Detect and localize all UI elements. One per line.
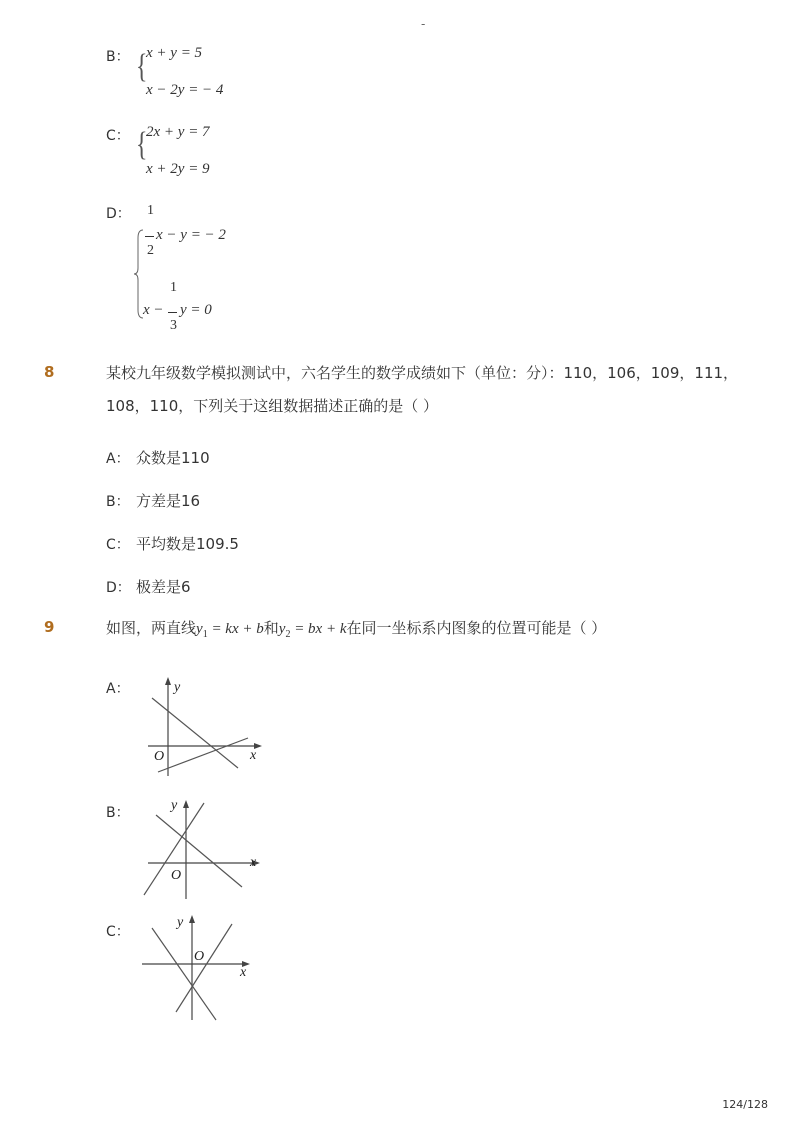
q8-option-c-text: 平均数是109.5 [136,535,239,553]
y-label: y [171,798,178,813]
x-label: x [250,748,257,763]
q7-option-c-eq2: x + 2y = 9 [146,161,210,177]
q7-d-eq1-numerator: 1 [147,203,154,218]
q8-option-d-text: 极差是6 [136,578,191,596]
q7-option-b-brace: { [136,48,148,85]
q9-option-b-label: B： [106,805,130,821]
q9-option-a-graph [142,672,267,780]
q9-stem [106,618,606,645]
q9-option-a-label: A： [106,681,130,697]
line-2 [158,738,248,772]
line-2 [156,815,242,887]
q8-option-d-label: D： [106,580,131,596]
q8-number: 8 [44,363,55,381]
q8-option-c-label: C： [106,537,130,553]
q9-y1: y [196,621,203,637]
q8-option-b-text: 方差是16 [136,492,201,510]
header-mark: - [421,17,426,31]
x-label: x [250,855,257,870]
y-label: y [177,915,184,930]
q7-option-b-label: B： [106,49,130,65]
q9-y2: y [278,621,286,637]
line-2 [176,924,232,1012]
y-label: y [174,680,181,695]
q9-option-b-graph [140,795,265,903]
q9-text-pre: 如图，两直线 [106,619,197,637]
q9-text-post: 在同一坐标系内图象的位置可能是（ ） [346,619,607,637]
q7-option-b-eq2: x − 2y = − 4 [146,82,224,98]
x-label: x [240,965,247,980]
q7-option-d-label: D： [106,206,131,222]
q9-y2-sub: 2 [285,629,291,640]
q9-number: 9 [44,618,55,636]
y-axis-arrow [165,677,171,685]
q9-y1-sub: 1 [202,629,208,640]
y-axis-arrow [189,915,195,923]
origin-label: O [154,749,165,764]
q7-d-eq2-numerator: 1 [170,280,177,295]
q7-d-eq1-rest: x − y = − 2 [156,227,226,243]
q7-option-c-brace: { [136,126,148,163]
q8-option-a-text: 众数是110 [136,449,210,467]
q9-eq2: = bx + k [290,621,347,637]
origin-label: O [171,868,182,883]
origin-label: O [194,949,205,964]
q9-option-c-label: C： [106,924,130,940]
q7-d-eq1-fraction-bar [145,236,154,237]
q7-d-eq2-fraction-bar [168,312,177,313]
q8-option-b-label: B： [106,494,130,510]
line-1 [152,928,216,1020]
q9-option-c-graph [136,908,261,1024]
y-axis-arrow [183,800,189,808]
q7-option-c-eq1: 2x + y = 7 [146,124,210,140]
q8-text-line1: 某校九年级数学模拟测试中，六名学生的数学成绩如下（单位：分）：110，106，109，111， [106,364,739,382]
q8-option-a-label: A： [106,451,130,467]
q7-d-eq1-denominator: 2 [147,243,154,258]
q9-eq1: = kx + b [207,621,264,637]
q9-mid: 和 [263,619,279,637]
q7-option-b-eq1: x + y = 5 [146,45,203,61]
page-number: 124/128 [722,1098,768,1111]
q8-text-line2: 108，110，下列关于这组数据描述正确的是（ ） [106,397,439,415]
q7-d-eq2-pre: x − [143,302,164,318]
q7-option-c-label: C： [106,128,130,144]
q7-d-eq2-rest: y = 0 [180,302,212,318]
q7-d-eq2-denominator: 3 [170,318,177,333]
